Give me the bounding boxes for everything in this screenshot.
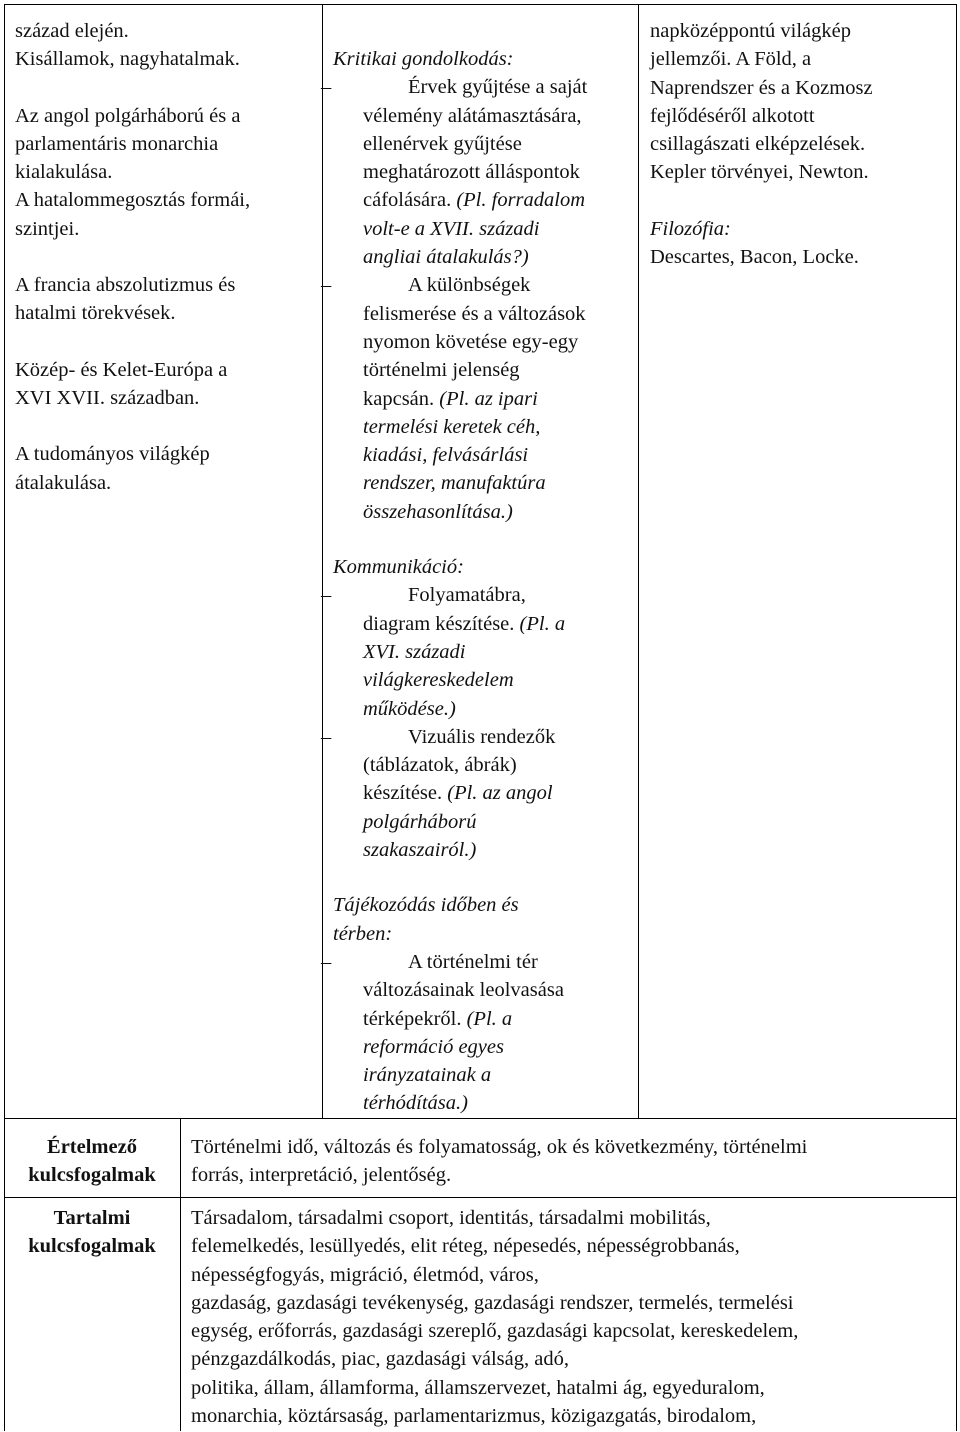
concepts-line: politika, állam, államforma, államszervezet, hatalmi ág, egyeduralom,	[191, 1376, 765, 1399]
bullet-example: (Pl. az ipari	[439, 387, 538, 410]
bullet-text: térképekről.	[363, 1007, 467, 1030]
topics-column	[15, 17, 315, 497]
concepts-line: monarchia, köztársaság, parlamentarizmus, közigazgatás, birodalom,	[191, 1405, 757, 1428]
dash-marker: –	[321, 274, 332, 297]
bullet-line: A történelmi tér	[408, 950, 538, 973]
topic-line: Kisállamok, nagyhatalmak.	[15, 48, 240, 71]
row-label-line: kulcsfogalmak	[28, 1235, 156, 1258]
topic-line: A francia abszolutizmus és	[15, 274, 236, 297]
bullet-item	[321, 723, 633, 864]
bullet-line: történelmi jelenség	[363, 359, 520, 382]
topic-line: század elején.	[15, 20, 129, 42]
bullet-line: vélemény alátámasztására,	[363, 104, 582, 127]
bullet-item	[321, 271, 633, 526]
row-divider-1	[4, 1118, 957, 1119]
bullet-example: (Pl. az angol	[447, 782, 553, 805]
bullet-example: XVI. századi	[363, 640, 466, 663]
label-column-divider	[180, 1118, 181, 1431]
content-line: csillagászati elképzelések.	[650, 133, 866, 156]
concepts-line: gazdaság, gazdasági tevékenység, gazdasági rendszer, termelés, termelési	[191, 1291, 794, 1314]
bullet-example: termelési keretek céh,	[363, 415, 541, 438]
row-label-line: Tartalmi	[53, 1207, 131, 1229]
dash-marker: –	[321, 950, 332, 973]
bullet-line: (táblázatok, ábrák)	[363, 754, 517, 777]
table-top-border	[4, 4, 957, 5]
content-line: napközéppontú világkép	[650, 20, 851, 42]
section-heading-critical-thinking: Kritikai gondolkodás:	[333, 48, 514, 70]
topic-line: parlamentáris monarchia	[15, 132, 219, 155]
content-line: jellemzői. A Föld, a	[650, 48, 812, 71]
topic-line: Közép- és Kelet-Európa a	[15, 358, 228, 381]
dash-marker: –	[321, 725, 332, 748]
bullet-line	[363, 779, 633, 807]
bullet-example: rendszer, manufaktúra	[363, 472, 546, 495]
bullet-example: (Pl. forradalom	[456, 189, 586, 212]
concepts-line: egység, erőforrás, gazdasági szereplő, gazdasági kapcsolat, kereskedelem,	[191, 1320, 799, 1343]
bullet-line: meghatározott álláspontok	[363, 161, 580, 184]
dash-marker: –	[321, 76, 332, 99]
bullet-text: diagram készítése.	[363, 612, 520, 635]
bullet-text: készítése.	[363, 782, 448, 805]
concepts-line: népességfogyás, migráció, életmód, város,	[191, 1263, 539, 1286]
bullet-line: Érvek gyűjtése a saját	[408, 76, 588, 99]
bullet-line: felismerése és a változások	[363, 302, 586, 325]
skills-column	[321, 45, 633, 1118]
bullet-line: ellenérvek gyűjtése	[363, 132, 522, 155]
content-line: fejlődéséről alkotott	[650, 104, 815, 127]
bullet-line: nyomon követése egy-egy	[363, 330, 579, 353]
topic-line: A tudományos világkép	[15, 443, 210, 466]
bullet-example: polgárháború	[363, 810, 477, 833]
interpretive-concepts-label	[4, 1133, 180, 1190]
row-divider-2	[4, 1197, 957, 1198]
content-concepts-text	[191, 1204, 951, 1430]
column-divider-2	[638, 4, 639, 1118]
bullet-example: működése.)	[363, 697, 456, 720]
row-label-line: Értelmező	[47, 1136, 137, 1158]
bullet-example: reformáció egyes	[363, 1035, 504, 1058]
bullet-line: Vizuális rendezők	[408, 725, 556, 748]
concepts-line: Történelmi idő, változás és folyamatosság, ok és következmény, történelmi	[191, 1136, 808, 1158]
concepts-line: felemelkedés, lesüllyedés, elit réteg, népesedés, népességrobbanás,	[191, 1235, 740, 1258]
table-right-border	[956, 4, 957, 1431]
concepts-line: pénzgazdálkodás, piac, gazdasági válság, adó,	[191, 1348, 569, 1371]
bullet-line: változásainak leolvasása	[363, 979, 564, 1002]
bullet-example: szakaszairól.)	[363, 839, 477, 862]
bullet-line: Folyamatábra,	[408, 584, 526, 607]
topic-line: átalakulása.	[15, 471, 112, 494]
bullet-line	[363, 186, 633, 214]
bullet-line	[363, 385, 633, 413]
bullet-example: irányzatainak a	[363, 1064, 492, 1087]
philosophy-label: Filozófia:	[650, 217, 731, 240]
bullet-example: volt-e a XVII. századi	[363, 217, 540, 240]
bullet-text: cáfolására.	[363, 189, 457, 212]
bullet-text: kapcsán.	[363, 387, 440, 410]
bullet-line	[363, 610, 633, 638]
concepts-line: Társadalom, társadalmi csoport, identitás, társadalmi mobilitás,	[191, 1207, 711, 1229]
section-heading-orientation: Tájékozódás időben és térben:	[333, 894, 519, 945]
bullet-line: A különbségek	[408, 274, 531, 297]
bullet-example: (Pl. a	[519, 612, 566, 635]
bullet-example: összehasonlítása.)	[363, 500, 513, 523]
bullet-example: térhódítása.)	[363, 1092, 468, 1115]
bullet-item	[321, 73, 633, 271]
bullet-example: (Pl. a	[466, 1007, 513, 1030]
section-heading-communication: Kommunikáció:	[333, 556, 464, 579]
interpretive-concepts-text	[191, 1133, 951, 1190]
topic-line: Az angol polgárháború és a	[15, 104, 241, 127]
bullet-example: kiadási, felvásárlási	[363, 444, 529, 467]
philosophy-text: Descartes, Bacon, Locke.	[650, 246, 859, 269]
bullet-item	[321, 581, 633, 722]
topic-line: A hatalommegosztás formái,	[15, 189, 251, 212]
topic-line: hatalmi törekvések.	[15, 302, 176, 325]
content-concepts-label	[4, 1204, 180, 1261]
content-column	[650, 17, 950, 271]
bullet-line	[363, 1005, 633, 1033]
bullet-item	[321, 948, 633, 1118]
topic-line: szintjei.	[15, 217, 80, 240]
concepts-line: forrás, interpretáció, jelentőség.	[191, 1164, 452, 1187]
bullet-example: világkereskedelem	[363, 669, 514, 692]
bullet-example: angliai átalakulás?)	[363, 246, 529, 269]
row-label-line: kulcsfogalmak	[28, 1164, 156, 1187]
dash-marker: –	[321, 584, 332, 607]
topic-line: XVI XVII. században.	[15, 386, 200, 409]
content-line: Naprendszer és a Kozmosz	[650, 76, 873, 99]
content-line: Kepler törvényei, Newton.	[650, 161, 869, 184]
topic-line: kialakulása.	[15, 161, 113, 184]
